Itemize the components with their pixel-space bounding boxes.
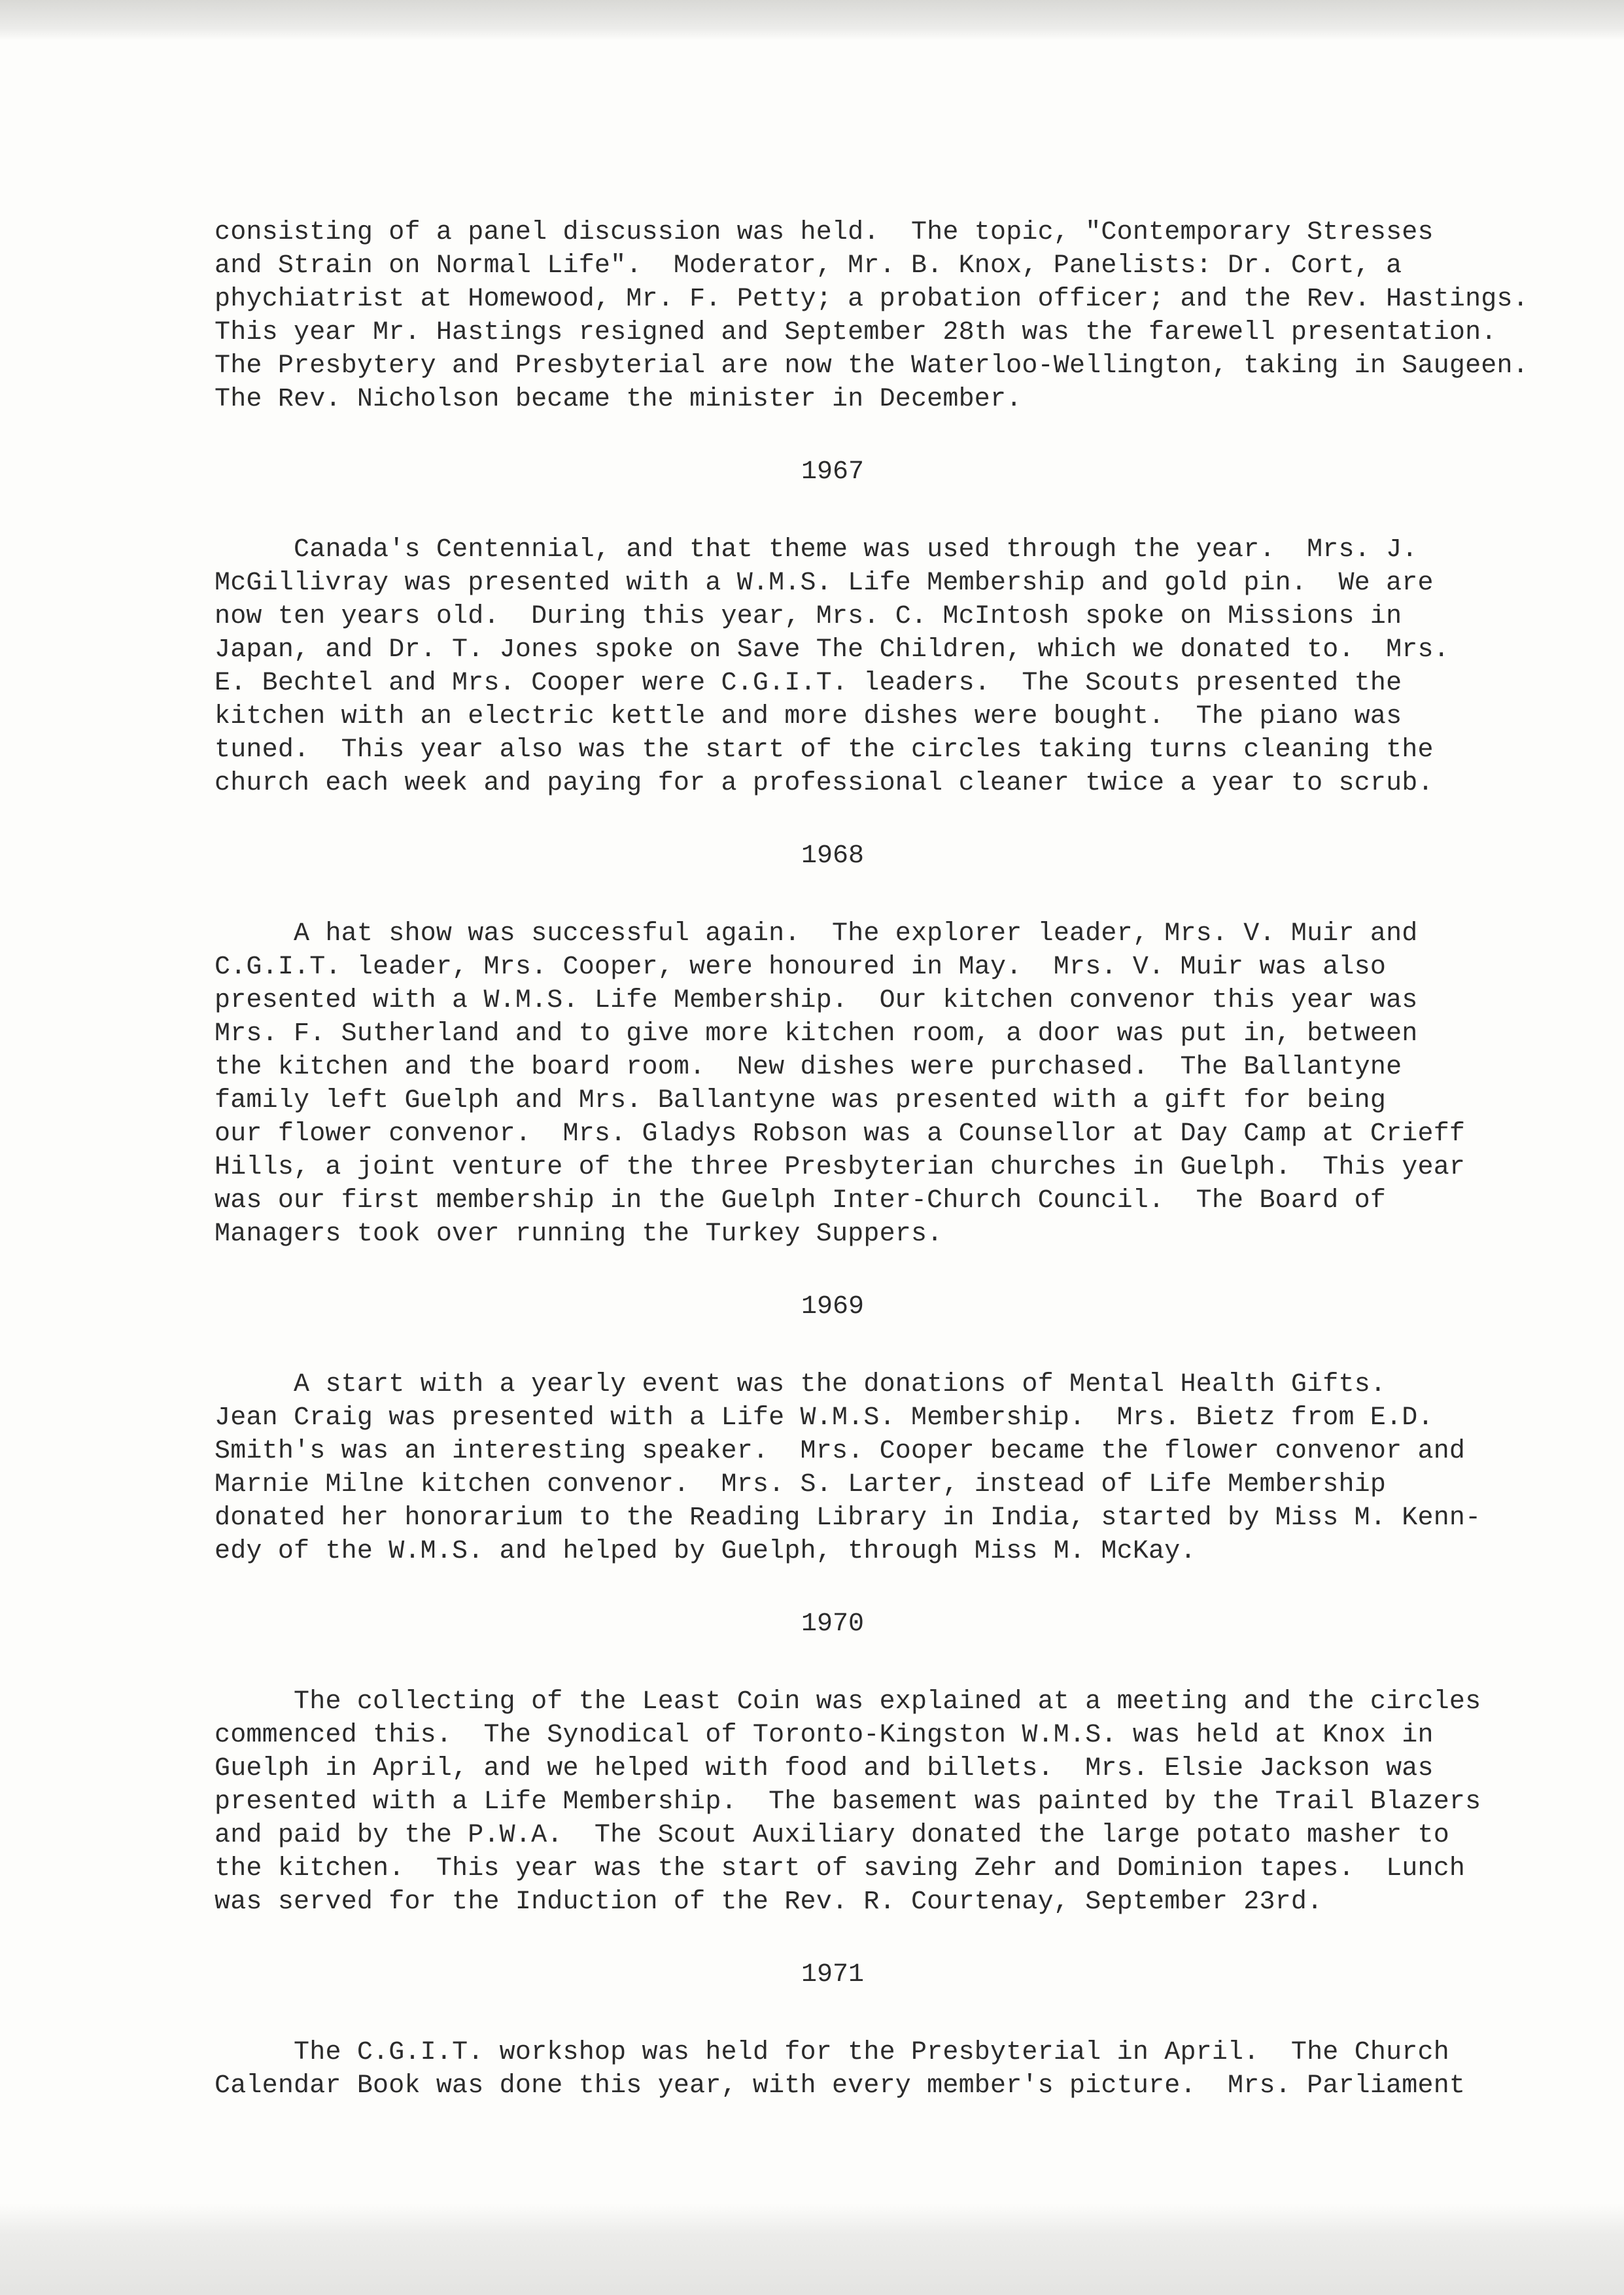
document-body [215, 216, 1588, 2103]
paragraph-1968: A hat show was successful again. The explorer leader, Mrs. V. Muir and C.G.I.T. leader, Mrs. Cooper, were honoured in May. Mrs. V. Muir was also presented with a W.M.S. Life Membership. Our kitchen convenor this year was Mrs. F. Sutherland and to give more kitchen room, a door was put in, between the kitchen and the board room. New dishes were purchased. The Ballantyne family left Guelph and Mrs. Ballantyne was presented with a gift for being our flower convenor. Mrs. Gladys Robson was a Counsellor at Day Camp at Crieff Hills, a joint venture of the three Presbyterian churches in Guelph. This year was our first membership in the Guelph Inter-Church Council. The Board of Managers took over running the Turkey Suppers. [215, 919, 1466, 1249]
year-heading-1968: 1968 [801, 841, 864, 871]
year-heading-1970: 1970 [801, 1609, 864, 1639]
scan-edge-top [0, 0, 1624, 41]
paragraph-1971: The C.G.I.T. workshop was held for the Presbyterial in April. The Church Calendar Book was done this year, with every member's picture. Mrs. Parliament [215, 2038, 1466, 2101]
paragraph-1970: The collecting of the Least Coin was explained at a meeting and the circles commenced this. The Synodical of Toronto-Kingston W.M.S. was held at Knox in Guelph in April, and we helped with food and billets. Mrs. Elsie Jackson was presented with a Life Membership. The basement was painted by the Trail Blazers and paid by the P.W.A. The Scout Auxiliary donated the large potato masher to the kitchen. This year was the start of saving Zehr and Dominion tapes. Lunch was served for the Induction of the Rev. R. Courtenay, September 23rd. [215, 1687, 1481, 1917]
paragraph-1969: A start with a yearly event was the donations of Mental Health Gifts. Jean Craig was presented with a Life W.M.S. Membership. Mrs. Bietz from E.D. Smith's was an interesting speaker. Mrs. Cooper became the flower convenor and Marnie Milne kitchen convenor. Mrs. S. Larter, instead of Life Membership donated her honorarium to the Reading Library in India, started by Miss M. Kenn- edy of the W.M.S. and helped by Guelph, through Miss M. McKay. [215, 1370, 1481, 1566]
intro-paragraph: consisting of a panel discussion was held. The topic, "Contemporary Stresses and Strain on Normal Life". Moderator, Mr. B. Knox, Panelists: Dr. Cort, a phychiatrist at Homewood, Mr. F. Petty; a probation officer; and the Rev. Hastings. This year Mr. Hastings resigned and September 28th was the farewell presentation. The Presbytery and Presbyterial are now the Waterloo-Wellington, taking in Saugeen. The Rev. Nicholson became the minister in December. [215, 218, 1529, 414]
year-heading-1969: 1969 [801, 1292, 864, 1322]
paragraph-1967: Canada's Centennial, and that theme was used through the year. Mrs. J. McGillivray was presented with a W.M.S. Life Membership and gold pin. We are now ten years old. During this year, Mrs. C. McIntosh spoke on Missions in Japan, and Dr. T. Jones spoke on Save The Children, which we donated to. Mrs. E. Bechtel and Mrs. Cooper were C.G.I.T. leaders. The Scouts presented the kitchen with an electric kettle and more dishes were bought. The piano was tuned. This year also was the start of the circles taking turns cleaning the church each week and paying for a professional cleaner twice a year to scrub. [215, 535, 1449, 798]
year-heading-1971: 1971 [801, 1960, 864, 1989]
scan-edge-bottom [0, 2203, 1624, 2295]
year-heading-1967: 1967 [801, 457, 864, 487]
